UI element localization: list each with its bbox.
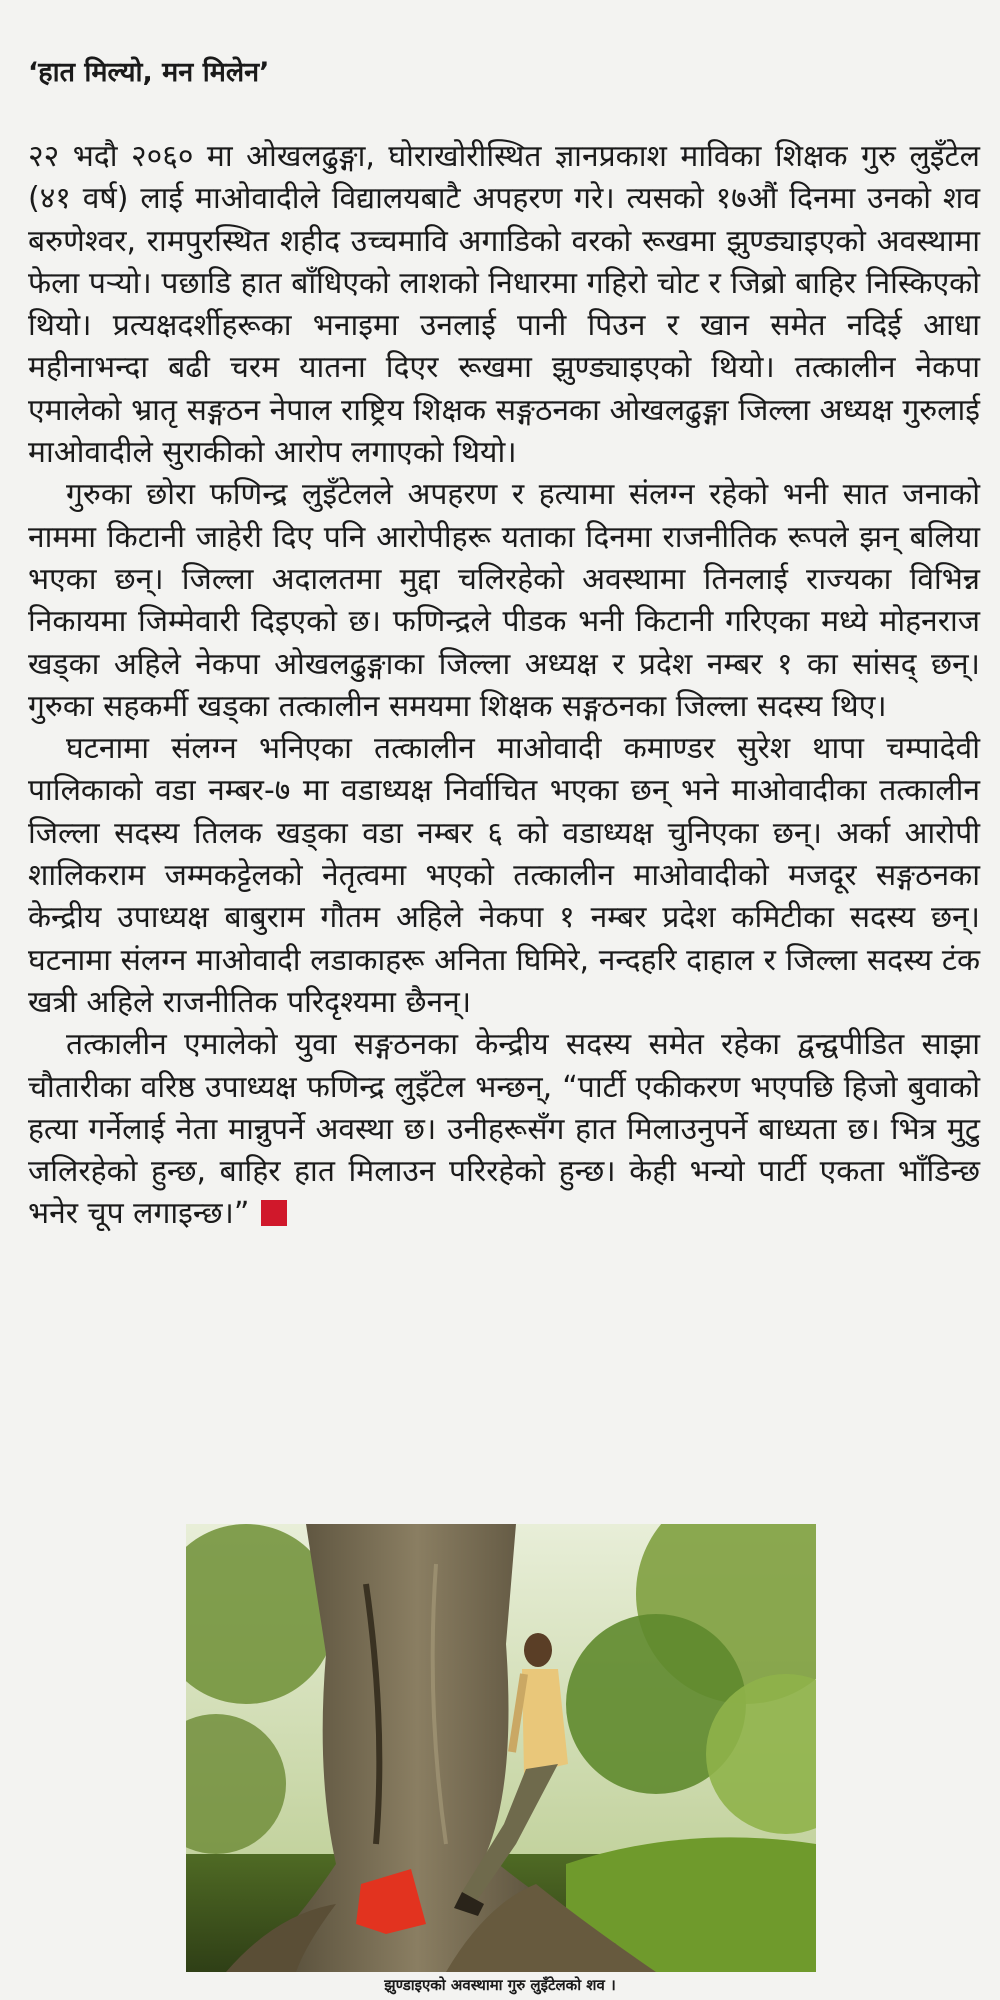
tree-photo-illustration: [186, 1524, 816, 1972]
article-headline: ‘हात मिल्यो, मन मिलेन’: [28, 57, 270, 88]
article-paragraph-4: तत्कालीन एमालेको युवा सङ्गठनका केन्द्रीय सदस्य समेत रहेका द्वन्द्वपीडित साझा चौतारीका वरिष्ठ उपाध्यक्ष फणिन्द्र लुइँटेल भन्छन्, “पार्टी एकीकरण भएपछि हिजो बुवाको हत्या गर्नेलाई नेता मान्नुपर्ने अवस्था छ। उनीहरूसँग हात मिलाउनुपर्ने बाध्यता छ। भित्र मुटु जलिरहेको हुन्छ, बाहिर हात मिलाउन परिरहेको हुन्छ। केही भन्यो पार्टी एकता भाँडिन्छ भनेर चूप लगाइन्छ।”: [28, 1027, 980, 1232]
end-of-article-marker: [261, 1200, 287, 1226]
photo-caption: झुण्डाइएको अवस्थामा गुरु लुइँटेलको शव ।: [384, 1976, 616, 1994]
article-paragraph-3: घटनामा संलग्न भनिएका तत्कालीन माओवादी कमाण्डर सुरेश थापा चम्पादेवी पालिकाको वडा नम्बर-७ मा वडाध्यक्ष निर्वाचित भएका छन् भने माओवादीका तत्कालीन जिल्ला सदस्य तिलक खड्का वडा नम्बर ६ को वडाध्यक्ष चुनिएका छन्। अर्का आरोपी शालिकराम जम्मकट्टेलको नेतृत्वमा भएको तत्कालीन माओवादीको मजदूर सङ्गठनका केन्द्रीय उपाध्यक्ष बाबुराम गौतम अहिले नेकपा १ नम्बर प्रदेश कमिटीका सदस्य छन्। घटनामा संलग्न माओवादी लडाकाहरू अनिता घिमिरे, नन्दहरि दाहाल र जिल्ला सदस्य टंक खत्री अहिले राजनीतिक परिदृश्यमा छैनन्।: [28, 731, 980, 1020]
article-photo: [186, 1524, 816, 1972]
article-paragraph-1: २२ भदौ २०६० मा ओखलढुङ्गा, घोराखोरीस्थित ज्ञानप्रकाश माविका शिक्षक गुरु लुइँटेल (४१ वर्ष) लाई माओवादीले विद्यालयबाटै अपहरण गरे। त्यसको १७औं दिनमा उनको शव बरुणेश्वर, रामपुरस्थित शहीद उच्चमावि अगाडिको वरको रूखमा झुण्ड्याइएको अवस्थामा फेला पर्‍यो। पछाडि हात बाँधिएको लाशको निधारमा गहिरो चोट र जिब्रो बाहिर निस्किएको थियो। प्रत्यक्षदर्शीहरूका भनाइमा उनलाई पानी पिउन र खान समेत नदिई आधा महीनाभन्दा बढी चरम यातना दिएर रूखमा झुण्ड्याइएको थियो। तत्कालीन नेकपा एमालेको भ्रातृ सङ्गठन नेपाल राष्ट्रिय शिक्षक सङ्गठनका ओखलढुङ्गा जिल्ला अध्यक्ष गुरुलाई माओवादीले सुराकीको आरोप लगाएको थियो।: [28, 139, 980, 471]
article-paragraph-2: गुरुका छोरा फणिन्द्र लुइँटेलले अपहरण र हत्यामा संलग्न रहेको भनी सात जनाको नाममा किटानी जाहेरी दिए पनि आरोपीहरू यताका दिनमा राजनीतिक रूपले झन् बलिया भएका छन्। जिल्ला अदालतमा मुद्दा चलिरहेको अवस्थामा तिनलाई राज्यका विभिन्न निकायमा जिम्मेवारी दिइएको छ। फणिन्द्रले पीडक भनी किटानी गरिएका मध्ये मोहनराज खड्का अहिले नेकपा ओखलढुङ्गाका जिल्ला अध्यक्ष र प्रदेश नम्बर १ का सांसद् छन्। गुरुका सहकर्मी खड्का तत्कालीन समयमा शिक्षक सङ्गठनका जिल्ला सदस्य थिए।: [28, 477, 980, 724]
article-body: [28, 136, 980, 1236]
